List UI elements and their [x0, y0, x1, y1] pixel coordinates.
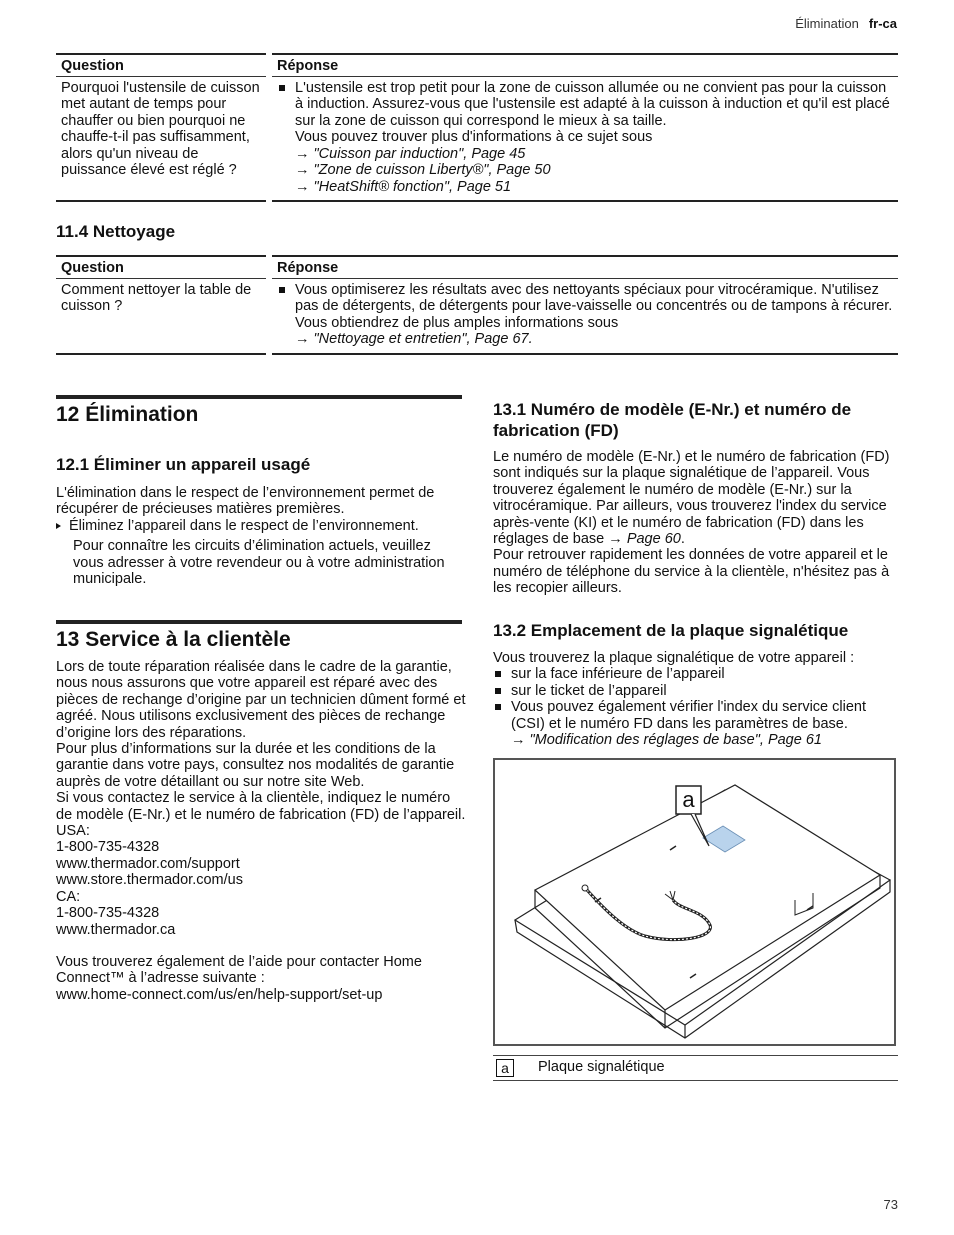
model-number-para2: Pour retrouver rapidement les données de votre appareil et le numéro de téléphone du service à la clientèle, n'hésitez pas à les recopier ailleurs. [493, 547, 890, 597]
bullet-square [495, 704, 501, 710]
disposal-intro: L'élimination dans le respect de l’environnement permet de récupérer de précieuses matières premières. [56, 485, 435, 518]
col-header-question: Question [56, 256, 266, 278]
answer-more: Vous pouvez trouver plus d'informations à ce sujet sous [295, 129, 653, 145]
arrow-icon: → [295, 162, 310, 178]
page-ref-link[interactable]: "Modification des réglages de base", Page 61 [529, 732, 822, 749]
faq-question: Comment nettoyer la table de cuisson ? [56, 278, 266, 354]
page-ref-link[interactable]: "Cuisson par induction", Page 45 [313, 145, 526, 162]
ref-end: . [528, 331, 533, 347]
col-header-answer: Réponse [272, 54, 898, 76]
page-number: 73 [883, 1197, 898, 1212]
service-line: Si vous contactez le service à la clientèle, indiquez le numéro de modèle (E-Nr.) et le numéro de fabrication (FD) de l’appareil. [56, 790, 466, 823]
service-line: Lors de toute réparation réalisée dans le cadre de la garantie, nous nous assurons que votre appareil est réparé avec des pièces de rechange d’origine par un technicien dûment formé et agréé. Nous utilisons exclusivement des pièces de rechange d’origine lors des réparations. [56, 659, 466, 741]
answer-text: L'ustensile est trop petit pour la zone de cuisson allumée ou ne convient pas pour la cuisson à induction. Assurez-vous que l'ustensile est adapté à la cuisson à induction et qu'il est placé sur la zone de cuisson qui correspond le mieux à sa taille. [295, 79, 890, 129]
answer-more: Vous obtiendrez de plus amples informations sous [295, 314, 619, 331]
service-line: Pour plus d’informations sur la durée et les conditions de la garantie dans votre pays, consultez nos modalités de garantie auprès de votre détaillant ou sur notre site Web. [56, 741, 455, 790]
section-title-13-2: 13.2 Emplacement de la plaque signalétique [493, 621, 849, 640]
phone-ca: 1-800-735-4328 [56, 905, 160, 922]
col-header-answer: Réponse [272, 256, 898, 278]
section-title-12-1: 12.1 Éliminer un appareil usagé [56, 455, 311, 474]
figure-callout-label: a [682, 787, 695, 812]
model-number-text: Le numéro de modèle (E-Nr.) et le numéro de fabrication (FD) sont indiqués sur la plaque signalétique de l’appareil. Vous trouverez également le numéro de modèle (E-Nr.) sur la vitrocéramique. Par ailleurs, vous trouverez l'index du service après-vente (KI) et le numéro de fabrication (FD) dans les réglages de base → Page 60. Pour retrouver rapidement les données de votre appareil et le numéro de téléphone du service à la clientèle, n'hésitez pas à les recopier ailleurs. [493, 449, 898, 597]
url-support: www.thermador.com/support [56, 855, 240, 872]
step-arrow-icon [56, 523, 61, 529]
help-text: Vous trouverez également de l’aide pour contacter Home Connect™ à l’adresse suivante : [56, 953, 422, 987]
header-lang: fr-ca [868, 16, 897, 31]
cooktop-underside-illustration [495, 760, 894, 1044]
running-header [795, 16, 897, 31]
disposal-step: Éliminez l’appareil dans le respect de l’environnement. [69, 517, 419, 534]
faq-answer [272, 76, 898, 201]
caption-text: Plaque signalétique [538, 1059, 665, 1075]
rating-plate-text [493, 650, 898, 748]
url-store: www.store.thermador.com/us [56, 872, 243, 889]
bullet-square [495, 671, 501, 677]
help-url: www.home-connect.com/us/en/help-support/set-up [56, 986, 383, 1003]
arrow-icon: → [295, 178, 310, 195]
list-item: sur le ticket de l’appareil [511, 682, 667, 699]
section-title-11-4: 11.4 Nettoyage [56, 222, 176, 241]
service-line: USA: [56, 823, 90, 840]
arrow-icon: → [511, 732, 526, 749]
faq-question: Pourquoi l'ustensile de cuisson met autant de temps pour chauffer ou bien pourquoi ne chauffe-t-il pas suffisamment, alors qu'un niveau de puissance élevé est réglé ? [56, 76, 266, 201]
caption-key: a [496, 1059, 514, 1077]
arrow-icon: → [608, 531, 623, 548]
disposal-note: Pour connaître les circuits d’élimination actuels, veuillez vous adresser à votre revendeur ou à votre administration municipale. [73, 538, 445, 588]
list-item: Vous pouvez également vérifier l'index du service client (CSI) et le numéro FD dans les paramètres de base. [511, 699, 866, 732]
section-title-13-1: 13.1 Numéro de modèle (E-Nr.) et numéro de fabrication (FD) [493, 400, 852, 440]
page-ref-link[interactable]: "Zone de cuisson Liberty®", Page 50 [313, 162, 551, 178]
page-ref-link[interactable]: Page 60 [626, 531, 681, 548]
bullet-square [279, 287, 285, 293]
answer-text: Vous optimiserez les résultats avec des nettoyants spéciaux pour vitrocéramique. N'utilisez pas de détergents, de détergents pour lave-vaisselle ou concentrés ou de tampons à récurer. [295, 281, 893, 314]
cooktop-figure [493, 758, 896, 1046]
url-ca: www.thermador.ca [56, 921, 176, 938]
page-ref-link[interactable]: "HeatShift® fonction", Page 51 [313, 178, 512, 195]
header-section: Élimination [795, 16, 859, 31]
page-ref-link[interactable]: "Nettoyage et entretien", Page 67 [313, 331, 529, 347]
arrow-icon: → [295, 331, 310, 347]
col-header-question: Question [56, 54, 266, 76]
chapter-title-12: 12 Élimination [56, 395, 462, 427]
disposal-text [56, 485, 462, 587]
service-line: CA: [56, 888, 81, 905]
bullet-square [495, 688, 501, 694]
faq-answer [272, 278, 898, 354]
faq-table-cleaning [56, 255, 898, 355]
model-number-para: Le numéro de modèle (E-Nr.) et le numéro de fabrication (FD) sont indiqués sur la plaque signalétique de l’appareil. Vous trouverez également le numéro de modèle (E-Nr.) sur la vitrocéramique. Par ailleurs, vous trouverez l'index du service après-vente (KI) et le numéro de fabrication (FD) dans les réglages de base [493, 449, 890, 548]
service-text [56, 659, 466, 1003]
faq-table-cooking [56, 53, 898, 202]
chapter-title-13: 13 Service à la clientèle [56, 620, 462, 652]
figure-caption [493, 1055, 898, 1081]
bullet-square [279, 85, 285, 91]
phone-usa: 1-800-735-4328 [56, 839, 160, 856]
rating-plate-intro: Vous trouverez la plaque signalétique de votre appareil : [493, 650, 855, 666]
arrow-icon: → [295, 145, 310, 162]
list-item: sur la face inférieure de l’appareil [511, 666, 725, 683]
